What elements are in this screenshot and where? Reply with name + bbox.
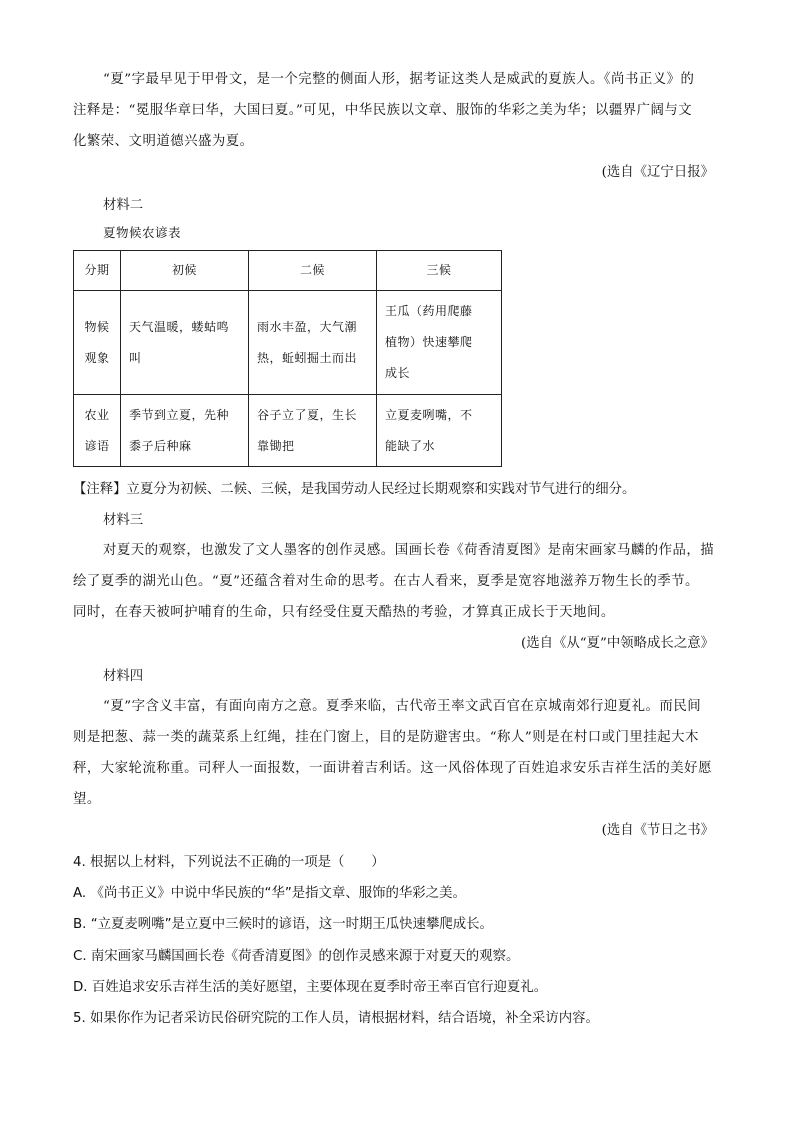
cell-line: 谷子立了夏，生长 [257,407,358,422]
material3-source: (选自《从“夏”中领略成长之意》 [521,636,714,651]
cell-line: 季节到立夏，先种 [129,407,230,422]
row-label [74,395,121,467]
cell-line: 能缺了水 [385,438,436,453]
phenology-table [73,250,502,467]
cell-line: 热，蚯蚓掘土而出 [257,350,358,365]
cell-line: 成长 [385,366,411,380]
option-a: A. 《尚书正义》中说中华民族的“华”是指文章、服饰的华彩之美。 [73,886,466,901]
cell-line: 叫 [129,350,142,365]
row-label [74,291,121,395]
header-cell: 二候 [249,251,377,291]
question-5: 5. 如果你作为记者采访民俗研究院的工作人员，请根据材料，结合语境，补全采访内容。 [73,1011,599,1026]
cell-line: 雨水丰盈，大气潮 [257,319,358,334]
row-label-line: 谚语 [84,438,110,453]
material4-line4: 望。 [73,792,101,807]
option-c: C. 南宋画家马麟国画长卷《荷香清夏图》的创作灵感来源于对夏天的观察。 [73,949,520,964]
table-note: 【注释】立夏分为初候、二候、三候，是我国劳动人民经过长期观察和实践对节气进行的细分。 [73,482,636,497]
table-cell [249,395,377,467]
cell-line: 立夏麦咧嘴，不 [385,407,473,422]
table-title: 夏物候农谚表 [103,225,182,240]
table-cell [121,395,249,467]
material4-line1: “夏”字含义丰富，有面向南方之意。夏季来临，古代帝王率文武百官在京城南郊行迎夏礼。而民间 [103,699,702,714]
material1-line1: “夏”字最早见于甲骨文，是一个完整的侧面人形，据考证这类人是威武的夏族人。《尚书正义》的 [103,72,695,87]
material1-source: (选自《辽宁日报》 [601,165,714,180]
table-cell [377,291,502,395]
material4-source: (选自《节日之书》 [601,823,714,838]
option-b: B. “立夏麦咧嘴”是立夏中三候时的谚语，这一时期王瓜快速攀爬成长。 [73,917,493,932]
header-cell: 三候 [377,251,502,291]
material4-heading: 材料四 [103,669,144,684]
cell-line: 天气温暖，蝼蛄鸣 [129,319,230,334]
table-header-row [74,251,502,291]
row-label-line: 农业 [84,407,110,422]
material3-heading: 材料三 [103,513,144,528]
material3-line2: 绘了夏季的湖光山色。“夏”还蕴含着对生命的思考。在古人看来，夏季是宽容地滋养万物生长的季节。 [73,574,699,589]
cell-line: 黍子后种麻 [129,438,192,453]
table-row [74,395,502,467]
option-d: D. 百姓追求安乐吉祥生活的美好愿望，主要体现在夏季时帝王率百官行迎夏礼。 [73,980,548,995]
question-4: 4. 根据以上材料，下列说法不正确的一项是（ ） [73,855,385,870]
header-cell: 分期 [74,251,121,291]
row-label-line: 物候 [84,319,110,334]
table-cell [377,395,502,467]
material1-line2: 注释是：“冕服华章曰华，大国曰夏。”可见，中华民族以文章、服饰的华彩之美为华；以疆界广阔与文 [73,103,693,118]
cell-line: 靠锄把 [257,438,295,453]
table-cell [121,291,249,395]
material3-line3: 同时，在春天被呵护哺育的生命，只有经受住夏天酷热的考验，才算真正成长于天地间。 [73,605,615,620]
cell-line: 王瓜（药用爬藤 [385,304,473,318]
table-row [74,291,502,395]
material2-heading: 材料二 [103,198,144,213]
material4-line2: 则是把葱、蒜一类的蔬菜系上红绳，挂在门窗上，目的是防避害虫。“称人”则是在村口或门里挂起大木 [73,730,699,745]
cell-line: 植物）快速攀爬 [385,335,473,349]
row-label-line: 观象 [84,350,110,365]
header-cell: 初候 [121,251,249,291]
material4-line3: 秤，大家轮流称重。司秤人一面报数，一面讲着吉利话。这一风俗体现了百姓追求安乐吉祥生活的美好愿 [73,761,712,776]
material1-line3: 化繁荣、文明道德兴盛为夏。 [73,134,254,149]
table-cell [249,291,377,395]
material3-line1: 对夏天的观察，也激发了文人墨客的创作灵感。国画长卷《荷香清夏图》是南宋画家马麟的作品，描 [103,543,715,558]
